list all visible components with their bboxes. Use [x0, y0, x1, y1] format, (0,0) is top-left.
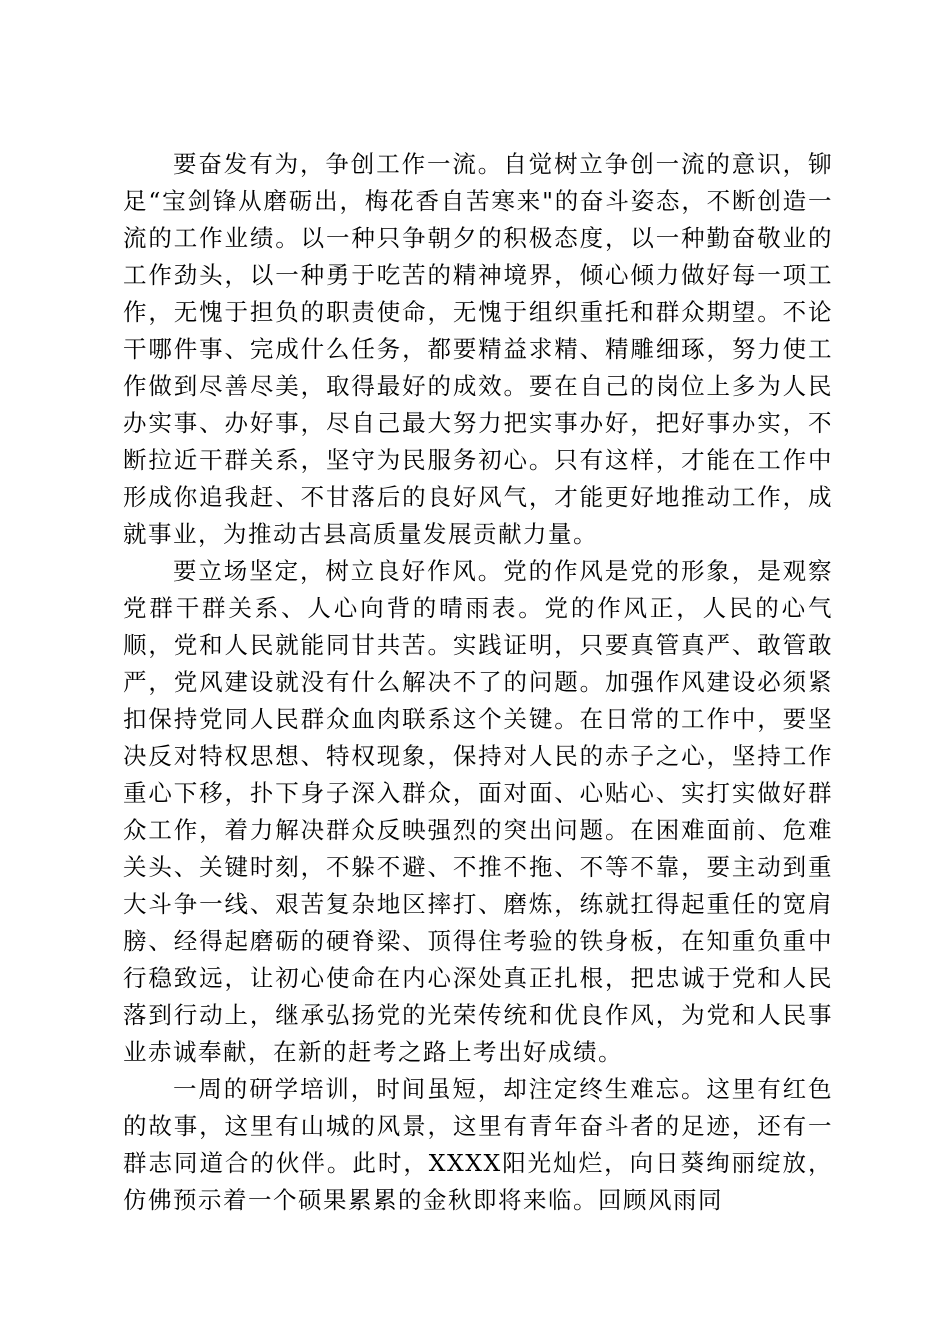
paragraph-strive-excellence: 要奋发有为，争创工作一流。自觉树立争创一流的意识，铆足“宝剑锋从磨砺出，梅花香自苦寒来"的奋斗姿态，不断创造一流的工作业绩。以一种只争朝夕的积极态度，以一种勤奋敬业的工作劲头，以一种勇于吃苦的精神境界，倾心倾力做好每一项工作，无愧于担负的职责使命，无愧于组织重托和群众期望。不论干哪件事、完成什么任务，都要精益求精、精雕细琢，努力使工作做到尽善尽美，取得最好的成效。要在自己的岗位上多为人民办实事、办好事，尽自己最大努力把实事办好，把好事办实，不断拉近干群关系，坚守为民服务初心。只有这样，才能在工作中形成你追我赶、不甘落后的良好风气，才能更好地推动工作，成就事业，为推动古县高质量发展贡献力量。: [123, 150, 833, 548]
paragraph-training-review: 一周的研学培训，时间虽短，却注定终生难忘。这里有红色的故事，这里有山城的风景，这里有青年奋斗者的足迹，还有一群志同道合的伙伴。此时，XXXX阳光灿烂，向日葵绚丽绽放，仿佛预示着一个硕果累累的金秋即将来临。回顾风雨同: [123, 1075, 833, 1214]
paragraph-work-style: 要立场坚定，树立良好作风。党的作风是党的形象，是观察党群干群关系、人心向背的晴雨表。党的作风正，人民的心气顺，党和人民就能同甘共苦。实践证明，只要真管真严、敢管敢严，党风建设就没有什么解决不了的问题。加强作风建设必须紧扣保持党同人民群众血肉联系这个关键。在日常的工作中，要坚决反对特权思想、特权现象，保持对人民的赤子之心，坚持工作重心下移，扑下身子深入群众，面对面、心贴心、实打实做好群众工作，着力解决群众反映强烈的突出问题。在困难面前、危难关头、关键时刻，不躲不避、不推不拖、不等不靠，要主动到重大斗争一线、艰苦复杂地区摔打、磨炼，练就扛得起重任的宽肩膀、经得起磨砺的硬脊梁、顶得住考验的铁身板，在知重负重中行稳致远，让初心使命在内心深处真正扎根，把忠诚于党和人民落到行动上，继承弘扬党的光荣传统和优良作风，为党和人民事业赤诚奉献，在新的赶考之路上考出好成绩。: [123, 557, 833, 1066]
document-body: [123, 146, 833, 1219]
